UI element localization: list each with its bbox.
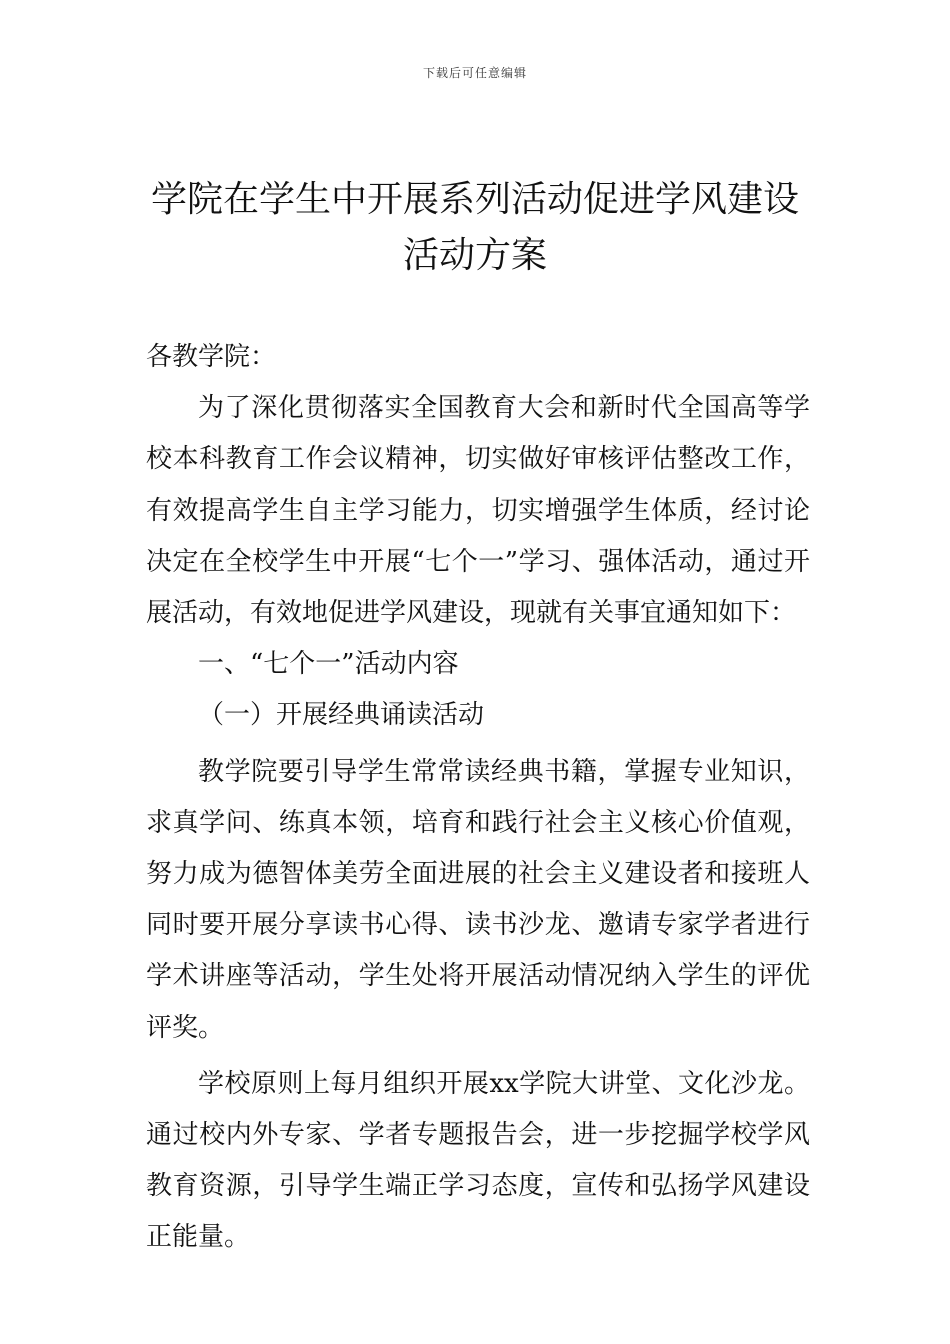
document-body xyxy=(146,332,810,1264)
document-title xyxy=(100,172,850,284)
title-line-2: 活动方案 xyxy=(402,235,547,276)
title-line-1: 学院在学生中开展系列活动促进学风建设 xyxy=(150,179,799,220)
header-note: 下载后可任意编辑 xyxy=(422,66,527,80)
paragraph-intro: 为了深化贯彻落实全国教育大会和新时代全国高等学校本科教育工作会议精神，切实做好审核评估整改工作，有效提高学生自主学习能力，切实增强学生体质，经讨论决定在全校学生中开展“七个一”学习、强体活动，通过开展活动，有效地促进学风建设，现就有关事宜通知如下： xyxy=(146,393,810,629)
subsection-heading: （一）开展经典诵读活动 xyxy=(198,700,485,731)
salutation: 各教学院： xyxy=(146,342,277,372)
section-heading: 一、“七个一”活动内容 xyxy=(198,649,459,680)
paragraph-reading: 教学院要引导学生常常读经典书籍，掌握专业知识，求真学问、练真本领，培育和践行社会主义核心价值观，努力成为德智体美劳全面进展的社会主义建设者和接班人同时要开展分享读书心得、读书沙龙、邀请专家学者进行学术讲座等活动，学生处将开展活动情况纳入学生的评优评奖。 xyxy=(146,756,810,1043)
paragraph-lectures: 学校原则上每月组织开展xx学院大讲堂、文化沙龙。通过校内外专家、学者专题报告会，进一步挖掘学校学风教育资源，引导学生端正学习态度，宣传和弘扬学风建设正能量。 xyxy=(146,1068,810,1253)
